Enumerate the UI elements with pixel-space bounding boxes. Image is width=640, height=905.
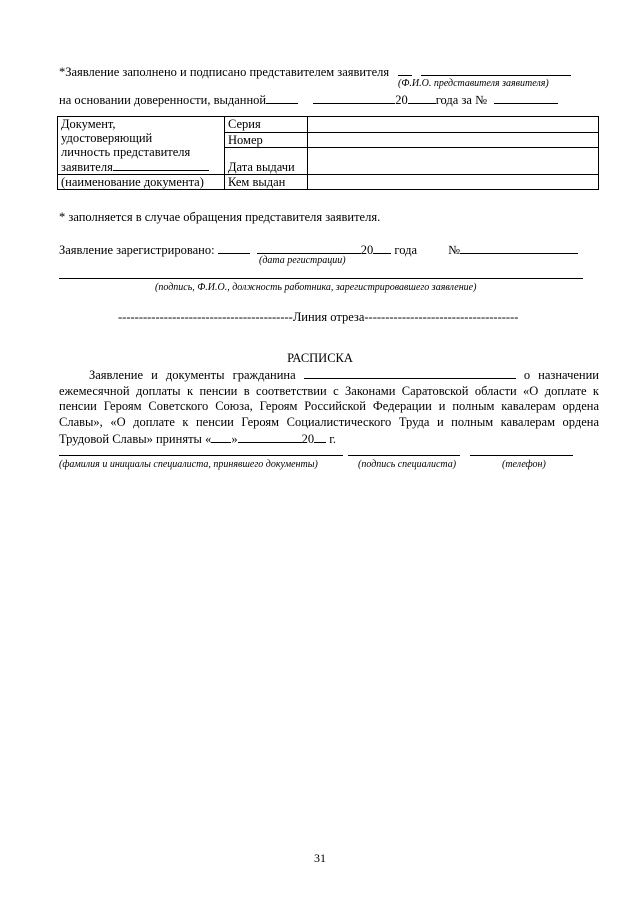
- series-value-cell: [308, 117, 599, 133]
- signature-line: [59, 278, 583, 279]
- doc-desc-line: Документ,: [61, 117, 116, 131]
- proxy-year-prefix: 20: [395, 93, 408, 107]
- registration-year-suffix: года: [394, 243, 418, 257]
- receipt-day-blank: [211, 430, 231, 443]
- number-value-cell: [308, 132, 599, 148]
- receipt-month-blank: [238, 430, 302, 443]
- document-name-cell: (наименование документа): [58, 175, 225, 190]
- receipt-para-start: Заявление и документы гражданина: [89, 368, 296, 382]
- receipt-paragraph: [59, 366, 599, 448]
- doc-desc-line: заявителя: [61, 159, 221, 174]
- registration-number-sign: №: [448, 243, 461, 257]
- registration-number-blank: [460, 241, 578, 254]
- issue-date-value-cell: [308, 148, 599, 175]
- proxy-blank-1: [266, 91, 298, 104]
- specialist-signature-caption: (подпись специалиста): [358, 459, 457, 470]
- identity-document-table: [57, 116, 599, 190]
- doc-desc-line: удостоверяющий: [61, 131, 153, 145]
- receipt-year-blank: [314, 430, 326, 443]
- document-description-cell: [58, 117, 225, 175]
- number-label-cell: Номер: [225, 132, 308, 148]
- proxy-year-suffix: года за №: [435, 93, 487, 107]
- receipt-year-suffix: г.: [329, 432, 337, 446]
- proxy-blank-2: [313, 91, 395, 104]
- specialist-name-line: [59, 455, 343, 456]
- date-close-quote: »: [231, 432, 238, 446]
- receipt-para-body: о назначении ежемесячной доплаты к пенсии в соответствии с Законами Саратовской области «О доплате к пенсии Героям Советского Союза, Героям Российской Федерации и полным кавалерам ордена Славы», «О доплате к пенсии Героям Социалистического Труда и полным кавалерам ордена Трудовой Славы» приняты: [59, 368, 599, 446]
- registration-caption: (дата регистрации): [259, 255, 346, 266]
- proxy-year-blank: [408, 91, 436, 104]
- blank-short: [398, 63, 412, 76]
- representative-name-blank: [421, 63, 571, 76]
- phone-caption: (телефон): [502, 459, 546, 470]
- proxy-prefix: на основании доверенности, выданной: [59, 93, 267, 107]
- page-number: 31: [314, 851, 326, 865]
- date-open-quote: «: [205, 432, 212, 446]
- proxy-number-blank: [494, 91, 558, 104]
- representative-text: *Заявление заполнено и подписано представителем заявителя: [59, 65, 390, 79]
- registration-blank-1: [218, 241, 250, 254]
- registration-year-prefix: 20: [360, 243, 374, 257]
- representative-caption: (Ф.И.О. представителя заявителя): [398, 78, 549, 89]
- representative-note: * заполняется в случае обращения представителя заявителя.: [59, 210, 381, 224]
- signature-caption: (подпись, Ф.И.О., должность работника, зарегистрировавшего заявление): [155, 282, 477, 293]
- issued-by-value-cell: [308, 175, 599, 190]
- applicant-blank: [113, 159, 209, 171]
- phone-line: [470, 455, 573, 456]
- issue-date-label-cell: Дата выдачи: [225, 148, 308, 175]
- issued-by-label-cell: Кем выдан: [225, 175, 308, 190]
- series-label-cell: Серия: [225, 117, 308, 133]
- doc-desc-line: личность представителя: [61, 145, 191, 159]
- receipt-year-prefix: 20: [301, 432, 315, 446]
- citizen-name-blank: [304, 366, 516, 379]
- registration-blank-2: [257, 241, 361, 254]
- cut-line: ------------------------------------------Линия отреза-------------------------------------: [118, 310, 519, 324]
- receipt-title: РАСПИСКА: [287, 351, 353, 365]
- registration-year-blank: [373, 241, 391, 254]
- proxy-line: [59, 91, 558, 108]
- specialist-signature-line: [348, 455, 460, 456]
- specialist-name-caption: (фамилия и инициалы специалиста, принявшего документы): [59, 459, 318, 470]
- registration-label: Заявление зарегистрировано:: [59, 243, 215, 257]
